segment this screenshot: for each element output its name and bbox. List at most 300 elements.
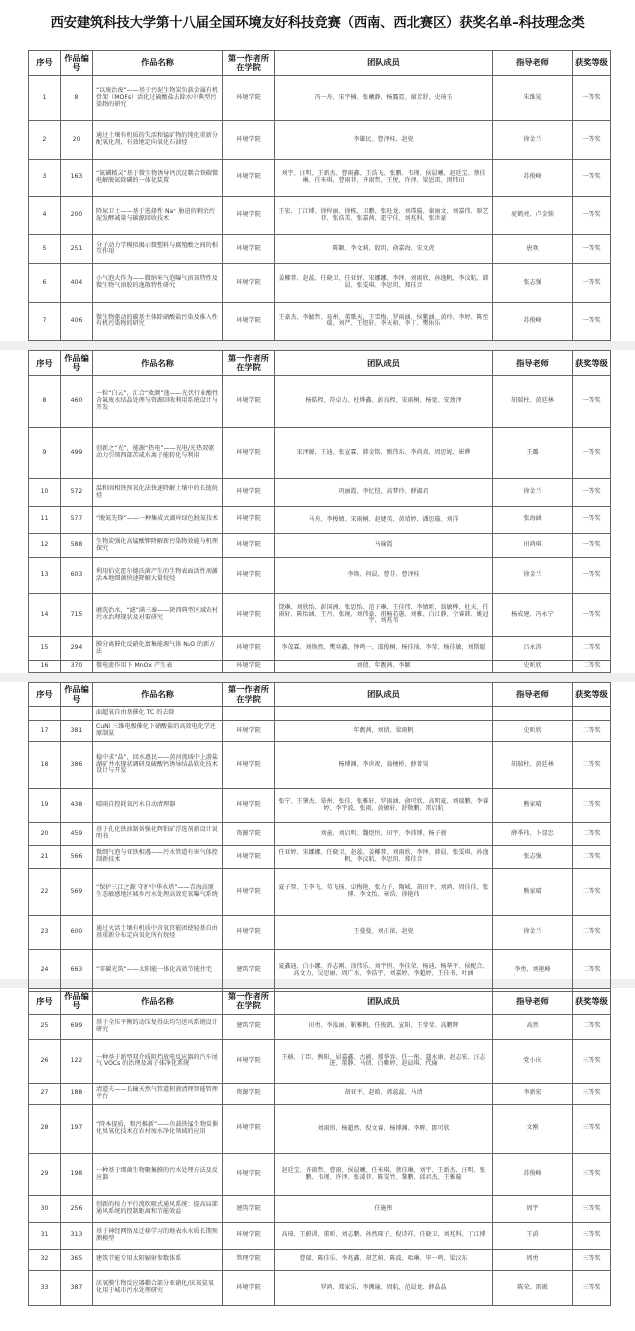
cell-seq: 19 <box>29 789 61 823</box>
cell-seq: 3 <box>29 159 61 196</box>
cell-seq: 17 <box>29 721 61 742</box>
cell-advisor: 熊家晴 <box>493 869 573 916</box>
table-row <box>29 1104 611 1153</box>
cell-advisor: 田鸿琪 <box>493 534 573 558</box>
cell-seq: 30 <box>29 1196 61 1223</box>
cell-college: 建筑学院 <box>223 1196 275 1223</box>
cell-code: 600 <box>61 916 93 950</box>
table-row <box>29 264 611 302</box>
cell-advisor: 胡瑞柱、黄廷林 <box>493 742 573 789</box>
header-advisor: 指导老师 <box>493 51 573 76</box>
header-members: 团队成员 <box>275 351 493 376</box>
cell-name: 建筑节能专用太阳辐射参数体系 <box>93 1249 223 1270</box>
cell-advisor: 唐欢 <box>493 235 573 264</box>
table-header-row <box>29 351 611 376</box>
cell-name: 稳中求“晶”，回水惠民——黄河流域中上游盐湖矿井水现状调研及硫酸钙诱导结晶软化技术设计与开发 <box>93 742 223 789</box>
cell-code: 566 <box>61 846 93 869</box>
cell-members: 夏鑫迪、白小娜、乔志刚、涂伟乐、刘宇恒、李佳荣、杨迪、杨华平、侯配合、高文力、吴思丽、周广水、李浩宇、刘嘉婷、李超婷、王佳书、叶涵 <box>275 950 493 992</box>
cell-members: 高琦、王蔚训、董昕、刘志鹏、孙然琛子、倪诗祥、任晓卫、刘兆科、丁江博 <box>275 1222 493 1249</box>
cell-college: 建筑学院 <box>223 1014 275 1040</box>
cell-seq: 9 <box>29 427 61 479</box>
cell-seq: 29 <box>29 1153 61 1196</box>
cell-advisor: 李新宏 <box>493 1083 573 1104</box>
header-college: 第一作者所在学院 <box>223 351 275 376</box>
cell-members: 王宏、丁江博、徐梓丽、徐栋、卫鹏、张旺龙、刘璞璇、秦丽文、刘嘉伟、原艺菲、张浩美、张嘉茜、霍宁佳、刘兆科、张世豪 <box>275 197 493 235</box>
cell-name: 降尿卫士——基于选择性 Na⁺ 胁迫的剩余污泥发酵减量与碳源回收技术 <box>93 197 223 235</box>
cell-award: 二等奖 <box>573 661 611 673</box>
cell-code: 256 <box>61 1196 93 1223</box>
cell-seq: 23 <box>29 916 61 950</box>
cell-college: 环境学院 <box>223 869 275 916</box>
cell-seq: 14 <box>29 594 61 637</box>
cell-college: 环境学院 <box>223 742 275 789</box>
cell-college <box>223 707 275 721</box>
cell-seq: 22 <box>29 869 61 916</box>
cell-college: 环境学院 <box>223 235 275 264</box>
cell-college: 环境学院 <box>223 661 275 673</box>
cell-members: 刘雨形、杨超然、倪文睿、杨博渊、李晖、匿可欣 <box>275 1104 493 1153</box>
cell-members: 胡亚平、赵晗、郭蕊蕊、马清 <box>275 1083 493 1104</box>
cell-award: 一等奖 <box>573 427 611 479</box>
table-row <box>29 197 611 235</box>
cell-seq: 7 <box>29 302 61 340</box>
cell-advisor: 徐金兰 <box>493 558 573 594</box>
cell-college: 环境学院 <box>223 427 275 479</box>
header-name: 作品名称 <box>93 683 223 707</box>
cell-name: 基于神经网络及迁移学习的地表水水质长期预测模型 <box>93 1222 223 1249</box>
cell-award: 一等奖 <box>573 159 611 196</box>
awards-table-part-1 <box>28 50 611 341</box>
cell-award: 三等奖 <box>573 1249 611 1270</box>
table-row <box>29 721 611 742</box>
cell-seq: 12 <box>29 534 61 558</box>
cell-name: “零碳光筑”——太阳能一体化高效节能住宅 <box>93 950 223 992</box>
cell-members: 曹瑞、陈佳乐、李兆鑫、胡艺萌、陈波、哈琳、毕一鸣、梁汉东 <box>275 1249 493 1270</box>
cell-college: 环境学院 <box>223 1270 275 1305</box>
cell-name: 膜分离催化反硝化富集能源气体 N₂O 的新方法 <box>93 637 223 661</box>
cell-college: 环境学院 <box>223 159 275 196</box>
cell-name: “降本提质，和污推新”——负载铁锰生物炭催化臭氧化技术在农村废水净化领域的应用 <box>93 1104 223 1153</box>
cell-award: 二等奖 <box>573 846 611 869</box>
cell-members: 李雄民、曹泽桂、赵瓷 <box>275 121 493 159</box>
cell-advisor: 文刚 <box>493 1104 573 1153</box>
header-code: 作品编号 <box>61 989 93 1015</box>
table-row <box>29 159 611 196</box>
table-row <box>29 707 611 721</box>
cell-members: 马瑜霞 <box>275 534 493 558</box>
header-code: 作品编号 <box>61 683 93 707</box>
cell-award: 二等奖 <box>573 869 611 916</box>
cell-code: 699 <box>61 1014 93 1040</box>
page-break-1 <box>0 341 635 350</box>
cell-name: 基于全压平衡的动压复得法均匀送风系统设计研究 <box>93 1014 223 1040</box>
cell-award: 一等奖 <box>573 479 611 506</box>
cell-award: 二等奖 <box>573 742 611 789</box>
cell-college: 环境学院 <box>223 75 275 121</box>
cell-advisor: 胡瑞柱、黄廷林 <box>493 376 573 428</box>
cell-code: 438 <box>61 789 93 823</box>
cell-college: 环境学院 <box>223 376 275 428</box>
cell-code: 459 <box>61 823 93 846</box>
cell-award: 一等奖 <box>573 594 611 637</box>
cell-seq: 18 <box>29 742 61 789</box>
cell-members: 姜椰普、赵蕊、任晓卫、任亚妤、宋娜娜、李绎、刘雨欣、孙逸帆、李汶航、韩晨、张雯琪、李思玥、郑佳音 <box>275 264 493 302</box>
header-name: 作品名称 <box>93 51 223 76</box>
cell-name: 面超氧自由基催化 TC 的去除 <box>93 707 223 721</box>
awards-table-part-2 <box>28 350 611 673</box>
cell-college: 环境学院 <box>223 506 275 533</box>
cell-code: 569 <box>61 869 93 916</box>
cell-award: 二等奖 <box>573 823 611 846</box>
table-header-row <box>29 683 611 707</box>
cell-members <box>275 707 493 721</box>
cell-college: 资源学院 <box>223 823 275 846</box>
cell-advisor: 党小庆 <box>493 1040 573 1084</box>
cell-members: 饶琳、刘欣怡、彭国洲、张思怡、范子琳、王佳伟、李婧昕、翁敏桦、杜天、任雨轩、陈怡涵、王丹、张琬、刘伟豪、祖畅若愚、刘雅、白江静、仝睿韩、姚冠宇、刘兆苇 <box>275 594 493 637</box>
cell-name: 厌氧膜生物反应器耦合部分亚硝化/厌氧氨氧化用于城市污水处理研究 <box>93 1270 223 1305</box>
cell-college: 环境学院 <box>223 1040 275 1084</box>
cell-code: 577 <box>61 506 93 533</box>
table-header-row <box>29 51 611 76</box>
header-advisor: 指导老师 <box>493 989 573 1015</box>
table-row <box>29 869 611 916</box>
cell-name: 温和固相铁预氧化法快速降解土壤中的长链烷烃 <box>93 479 223 506</box>
cell-code: 294 <box>61 637 93 661</box>
cell-college: 环境学院 <box>223 1222 275 1249</box>
table-row <box>29 1196 611 1223</box>
cell-seq: 10 <box>29 479 61 506</box>
cell-college: 环境学院 <box>223 558 275 594</box>
cell-code: 370 <box>61 661 93 673</box>
cell-advisor: 朱维晃 <box>493 75 573 121</box>
cell-name: 一种基于细菌生物聚集膜的污水处理方法及反应器 <box>93 1153 223 1196</box>
cell-advisor: 徐金兰 <box>493 916 573 950</box>
header-award: 获奖等级 <box>573 683 611 707</box>
cell-seq: 2 <box>29 121 61 159</box>
cell-seq: 25 <box>29 1014 61 1040</box>
cell-award: 一等奖 <box>573 506 611 533</box>
cell-college: 环境学院 <box>223 846 275 869</box>
cell-members: 王曼曼、刘正浓、赵瓷 <box>275 916 493 950</box>
table-row <box>29 789 611 823</box>
cell-award: 一等奖 <box>573 197 611 235</box>
cell-seq: 8 <box>29 376 61 428</box>
table-row <box>29 376 611 428</box>
cell-advisor: 周勇 <box>493 1249 573 1270</box>
cell-college: 环境学院 <box>223 594 275 637</box>
cell-advisor: 高然 <box>493 1014 573 1040</box>
header-members: 团队成员 <box>275 683 493 707</box>
cell-award: 三等奖 <box>573 1153 611 1196</box>
cell-seq: 20 <box>29 823 61 846</box>
cell-name: 创新的按力平行流吹吸式通风系统：提高局部通风系统的控制距离和节能效益 <box>93 1196 223 1223</box>
table-row <box>29 1083 611 1104</box>
cell-seq: 16 <box>29 661 61 673</box>
cell-members: 刘童、刘启明、魏煜恒、田宇、李沛博、杨子骏 <box>275 823 493 846</box>
cell-award: 二等奖 <box>573 916 611 950</box>
cell-award: 一等奖 <box>573 302 611 340</box>
header-award: 获奖等级 <box>573 351 611 376</box>
cell-advisor: 徐金兰 <box>493 479 573 506</box>
cell-members: 李焕、何晨、曹芬、曹泽桂 <box>275 558 493 594</box>
cell-seq: 28 <box>29 1104 61 1153</box>
cell-code: 588 <box>61 534 93 558</box>
header-college: 第一作者所在学院 <box>223 989 275 1015</box>
cell-name: 通过土壤有机质的失活和锰矿物的钝化重新分配氧化剂，有效地定向氧化石油烃 <box>93 121 223 159</box>
cell-code: 188 <box>61 1083 93 1104</box>
table-row <box>29 1270 611 1305</box>
cell-name: 分子动力学模拟揭示微塑料与腐殖酸之间的相互作用 <box>93 235 223 264</box>
table-row <box>29 823 611 846</box>
table-row <box>29 637 611 661</box>
cell-seq: 32 <box>29 1249 61 1270</box>
cell-members: 赵廷宝、齐雨哲、曹雨、侯晨曦、任米琪、蔡佳琳、刘宇、王新杰、汪明、张鹏、韦瑾、许泽、张凌菲、陈雯竹、黎鹏、邱君杰、王雅璇 <box>275 1153 493 1196</box>
cell-advisor: 熊家晴 <box>493 789 573 823</box>
cell-seq: 5 <box>29 235 61 264</box>
cell-members: 张宁、王肇杰、慕州、张佳、张雅轩、罗雨涵、俞可欣、高明夏、刘瑞鹏、李睿婷、李宇波、张雨、黄敏轩、舒敬鹏、雷启航 <box>275 789 493 823</box>
cell-code: 163 <box>61 159 93 196</box>
cell-members: 刘倩、年靓茜、李颖 <box>275 661 493 673</box>
header-seq: 序号 <box>29 683 61 707</box>
cell-code: 404 <box>61 264 93 302</box>
table-row <box>29 742 611 789</box>
cell-advisor: 史昕欣 <box>493 661 573 673</box>
header-seq: 序号 <box>29 351 61 376</box>
table-row <box>29 1249 611 1270</box>
cell-advisor: 庞鹤亮、卢金锁 <box>493 197 573 235</box>
cell-award: 三等奖 <box>573 1196 611 1223</box>
cell-name: 生物炭强化高锰酸钾降解新污染物效能与机理探究 <box>93 534 223 558</box>
cell-seq: 6 <box>29 264 61 302</box>
cell-code: 20 <box>61 121 93 159</box>
cell-seq: 26 <box>29 1040 61 1084</box>
cell-seq: 15 <box>29 637 61 661</box>
cell-name: 利用伯克霍尔德氏菌产生的生物表面活性剂激活本地细菌快速降解大量烷烃 <box>93 558 223 594</box>
table-row <box>29 846 611 869</box>
cell-advisor: 苏俊峰 <box>493 159 573 196</box>
table-row <box>29 75 611 121</box>
cell-college: 环境学院 <box>223 721 275 742</box>
cell-code: 313 <box>61 1222 93 1249</box>
cell-award: 二等奖 <box>573 721 611 742</box>
cell-members: 任施彤 <box>275 1196 493 1223</box>
cell-advisor: 张志强 <box>493 846 573 869</box>
cell-advisor: 李勇、刘艳峰 <box>493 950 573 992</box>
cell-award: 一等奖 <box>573 558 611 594</box>
cell-college: 环境学院 <box>223 789 275 823</box>
page-break-2 <box>0 673 635 682</box>
cell-name: “脱氮先锋”——一种集成式湖库绿色脱氮技术 <box>93 506 223 533</box>
cell-college: 环境学院 <box>223 264 275 302</box>
cell-seq: 11 <box>29 506 61 533</box>
cell-advisor: 苏俊峰 <box>493 1153 573 1196</box>
cell-advisor <box>493 707 573 721</box>
cell-name: 晴雨自控耗氧污水自动清理器 <box>93 789 223 823</box>
cell-college: 环境学院 <box>223 916 275 950</box>
table-row <box>29 479 611 506</box>
cell-members: 杨博渊、李世祝、翁梗桥、薛菁昊 <box>275 742 493 789</box>
cell-college: 环境学院 <box>223 1153 275 1196</box>
cell-seq: 13 <box>29 558 61 594</box>
cell-members: 王赫、丁臣、熊阳、屈嘉鑫、古硕、郑华容、任一彤、蔻永康、赵志宏、汪志进、董静、马倩、白紫婷、赵晨琪、代瑜 <box>275 1040 493 1084</box>
cell-advisor: 张志强 <box>493 264 573 302</box>
awards-table-part-3 <box>28 682 611 992</box>
cell-advisor: 张海涵 <box>493 506 573 533</box>
cell-award: 三等奖 <box>573 1040 611 1084</box>
cell-advisor: 薛季玮、卜显忠 <box>493 823 573 846</box>
header-award: 获奖等级 <box>573 989 611 1015</box>
awards-table-part-4 <box>28 988 611 1306</box>
cell-award: 一等奖 <box>573 235 611 264</box>
cell-members: 任亚婷、宋娜娜、任晓卫、赵蕊、姜椰普、刘雨欣、李绎、韩晨、张雯琪、孙逸帆、李汶航、李思玥、郑佳音 <box>275 846 493 869</box>
header-advisor: 指导老师 <box>493 351 573 376</box>
cell-award: 二等奖 <box>573 1014 611 1040</box>
table-row <box>29 1040 611 1084</box>
cell-college: 环境学院 <box>223 197 275 235</box>
cell-seq: 33 <box>29 1270 61 1305</box>
header-members: 团队成员 <box>275 989 493 1015</box>
cell-code: 381 <box>61 721 93 742</box>
cell-members: 马舟、李梭婧、宋雨桐、赵婕英、黄靖婷、潘思璇、刘洋 <box>275 506 493 533</box>
cell-seq: 27 <box>29 1083 61 1104</box>
cell-name: 磨洗治水，“滤”满三秦——陕西典型区域农村污水治理现状及对策研究 <box>93 594 223 637</box>
table-row <box>29 1153 611 1196</box>
header-code: 作品编号 <box>61 51 93 76</box>
table-row <box>29 427 611 479</box>
cell-code: 198 <box>61 1153 93 1196</box>
cell-seq: 24 <box>29 950 61 992</box>
cell-members: 杨皓程、符卓力、杜烨鑫、彭良程、宋雨桐、杨宽、安劲泽 <box>275 376 493 428</box>
header-advisor: 指导老师 <box>493 683 573 707</box>
cell-award: 一等奖 <box>573 376 611 428</box>
cell-name: “保护三江之源 守护中华水塔”——青海高原生态敏感地区城乡污水处理高效充氧曝气系统 <box>93 869 223 916</box>
cell-code: 386 <box>61 742 93 789</box>
header-award: 获奖等级 <box>573 51 611 76</box>
cell-members: 巩丽霞、李忆恺、高梦玲、薛淑君 <box>275 479 493 506</box>
cell-award <box>573 707 611 721</box>
cell-name: 微细气泡与亚铁相遇——污水管道有害气体控制新技术 <box>93 846 223 869</box>
document-title: 西安建筑科技大学第十八届全国环境友好科技竞赛（西南、西北赛区）获奖名单–科技理念类 <box>50 16 585 31</box>
cell-members: 冯一舟、宋宇楠、张曦静、杨露霓、谢芳舒、史琦玉 <box>275 75 493 121</box>
cell-code: 365 <box>61 1249 93 1270</box>
cell-award: 二等奖 <box>573 950 611 992</box>
cell-code: 663 <box>61 950 93 992</box>
table-row <box>29 302 611 340</box>
cell-name: 一粒“白云”，汇合“欢颜”逸——光伏行业酸性含氟废水结晶处理与资源回收利用系统设计与开发 <box>93 376 223 428</box>
cell-seq: 31 <box>29 1222 61 1249</box>
cell-award: 一等奖 <box>573 264 611 302</box>
cell-college: 环境学院 <box>223 302 275 340</box>
cell-seq: 21 <box>29 846 61 869</box>
cell-code: 572 <box>61 479 93 506</box>
cell-code <box>61 707 93 721</box>
cell-advisor: 吕永涛 <box>493 637 573 661</box>
cell-members: 陈颖、李文莉、殷玥、俞嘉海、宋文虎 <box>275 235 493 264</box>
cell-code: 460 <box>61 376 93 428</box>
cell-college: 环境学院 <box>223 534 275 558</box>
cell-code: 200 <box>61 197 93 235</box>
cell-award: 三等奖 <box>573 1270 611 1305</box>
cell-seq: 4 <box>29 197 61 235</box>
header-name: 作品名称 <box>93 351 223 376</box>
cell-advisor: 苏俊峰 <box>493 302 573 340</box>
cell-seq <box>29 707 61 721</box>
cell-seq: 1 <box>29 75 61 121</box>
cell-code: 499 <box>61 427 93 479</box>
table-header-row <box>29 989 611 1015</box>
header-college: 第一作者所在学院 <box>223 683 275 707</box>
cell-award: 二等奖 <box>573 637 611 661</box>
table-row <box>29 1014 611 1040</box>
cell-code: 715 <box>61 594 93 637</box>
header-college: 第一作者所在学院 <box>223 51 275 76</box>
cell-advisor: 周宇 <box>493 1196 573 1223</box>
cell-members: 夏子智、王李飞、苟飞扬、卓梅艳、张力子、陶城、胡田平、刘鸿、周佳佳、张博、李文怡、章浩、徐艳玮 <box>275 869 493 916</box>
cell-advisor: 王璐 <box>493 427 573 479</box>
cell-name: 微生物驱动的碳基主体除硝酸盐污染及推入性有机污染物的研究 <box>93 302 223 340</box>
table-row <box>29 1222 611 1249</box>
header-code: 作品编号 <box>61 351 93 376</box>
cell-college: 资源学院 <box>223 1083 275 1104</box>
header-name: 作品名称 <box>93 989 223 1015</box>
cell-award: 一等奖 <box>573 75 611 121</box>
cell-code: 406 <box>61 302 93 340</box>
table-row <box>29 534 611 558</box>
cell-name: 创新之“光”，能源“热电”——光电/光热双驱动力引领西部苦咸水离子能转化与利用 <box>93 427 223 479</box>
cell-members: 王豪杰、李毓哲、易州、董歌天、王雪梅、罗雨涵、侯紫涵、黄玲、李婷、陈至瑞、刘严、王煜轩、李天萌、李丁、樊佑乐 <box>275 302 493 340</box>
cell-college: 环境学院 <box>223 121 275 159</box>
cell-code: 122 <box>61 1040 93 1084</box>
header-seq: 序号 <box>29 989 61 1015</box>
cell-college: 管理学院 <box>223 1249 275 1270</box>
cell-name: 通过灭活土壤有机质中含氧官能团使轻基自由基重新分布定向氧化所有烷烃 <box>93 916 223 950</box>
cell-name: 一种基于新型双介质阻挡放电反应器的汽车尾气 VOCs 的治理及离子体净化系统 <box>93 1040 223 1084</box>
cell-advisor: 徐金兰 <box>493 121 573 159</box>
cell-award: 二等奖 <box>573 789 611 823</box>
cell-award: 三等奖 <box>573 1222 611 1249</box>
cell-award: 三等奖 <box>573 1104 611 1153</box>
cell-name: 微电流作用下 MnOx 产生表 <box>93 661 223 673</box>
cell-college: 环境学院 <box>223 637 275 661</box>
header-members: 团队成员 <box>275 51 493 76</box>
cell-college: 环境学院 <box>223 1104 275 1153</box>
cell-members: 刘宇、汪明、王新杰、曹雨鑫、王浩飞、张鹏、韦瑾、侯晨曦、赵廷宝、蔡佳琳、任米琪、曹雨菲、齐雨哲、王悦、许泽、梁恩雷、闵炜田 <box>275 159 493 196</box>
cell-advisor: 陈荣、雷振 <box>493 1270 573 1305</box>
table-row <box>29 594 611 637</box>
table-row <box>29 121 611 159</box>
table-row <box>29 661 611 673</box>
cell-award: 一等奖 <box>573 534 611 558</box>
cell-name: 清道夫——长输天然气管道积液清理智能管理平台 <box>93 1083 223 1104</box>
cell-advisor: 史昕欣 <box>493 721 573 742</box>
cell-college: 建筑学院 <box>223 950 275 992</box>
cell-award: 一等奖 <box>573 121 611 159</box>
cell-members: 李茂霖、刘焕然、樊奕鑫、钟鸣一、邵俊桐、杨佳琦、李莹、杨佳敏、刘斯聪 <box>275 637 493 661</box>
cell-members: 罗鸿、郑家乐、李溯瑜、周航、范晨龙、薛晶晶 <box>275 1270 493 1305</box>
cell-name: “氮磷精灵”基于微生物诱导钙沉淀耦合铁碳微电解脱氮除磷的一体化装置 <box>93 159 223 196</box>
cell-code: 8 <box>61 75 93 121</box>
cell-members: 宋泽源、王迪、张宣霖、韩金铭、甄伟东、李尚真、周思妮、崔晔 <box>275 427 493 479</box>
cell-members: 田勇、李泓丽、靳雅帆、任俊凯、宣阳、王莹莹、高鹏辉 <box>275 1014 493 1040</box>
cell-college: 环境学院 <box>223 479 275 506</box>
cell-code: 387 <box>61 1270 93 1305</box>
table-row <box>29 506 611 533</box>
cell-code: 603 <box>61 558 93 594</box>
cell-advisor: 杨成建、冯永宁 <box>493 594 573 637</box>
header-seq: 序号 <box>29 51 61 76</box>
cell-name: “以废治废”——基于污泥生物炭负载金属有机骨架（MOFs）活化过硫酸盐去除水中典型污染物的研究 <box>93 75 223 121</box>
cell-members: 年靓茜、刘倩、梁雨帆 <box>275 721 493 742</box>
